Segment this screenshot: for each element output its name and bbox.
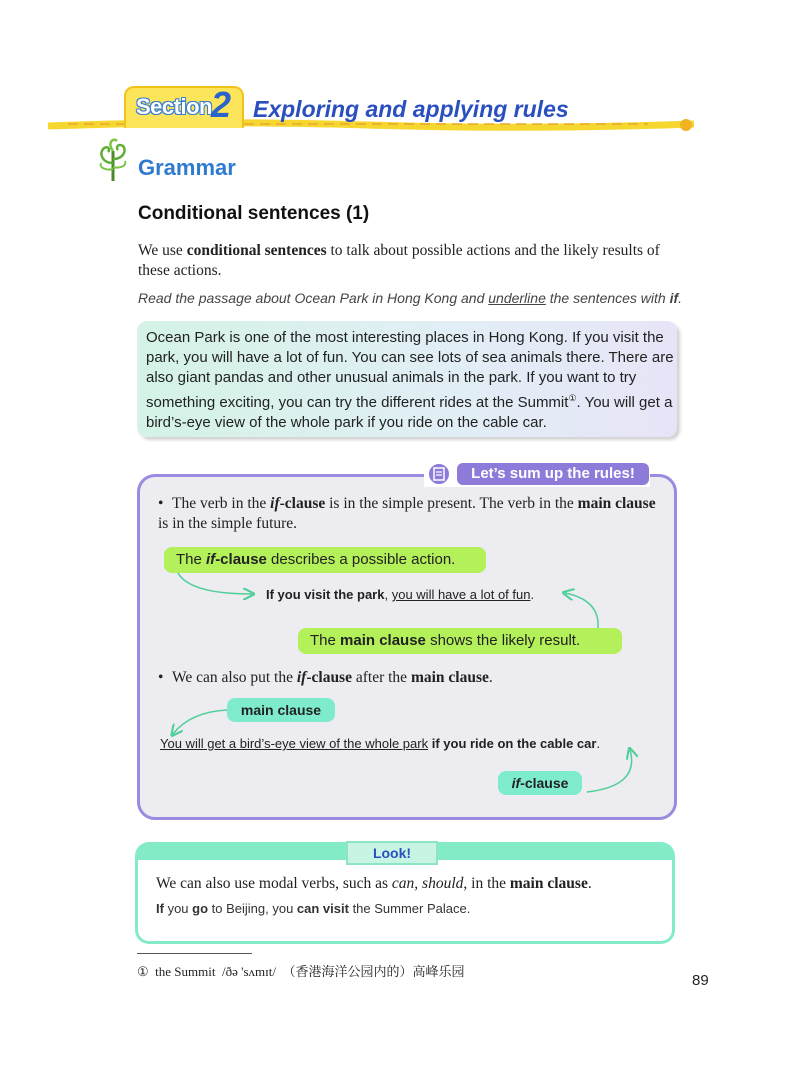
- instruction-text: Read the passage about Ocean Park in Hong Kong and underline the sentences with if.: [138, 290, 683, 306]
- footnote: ① the Summit /ðə 'sʌmɪt/ （香港海洋公园内的）高峰乐园: [137, 964, 465, 979]
- intro-paragraph: We use conditional sentences to talk about possible actions and the likely results of these actions.: [138, 242, 660, 279]
- rule-bullet-2: • We can also put the if-clause after the main clause.: [158, 669, 493, 686]
- rule-bullet-1: • The verb in the if-clause is in the simple present. The verb in the main clause is in the simple future.: [158, 495, 656, 532]
- document-icon: [427, 462, 451, 486]
- footnote-marker: ①: [568, 393, 577, 403]
- if-clause-label: if-clause: [498, 771, 582, 795]
- example-sentence-1: If you visit the park, you will have a lot of fun.: [266, 587, 535, 602]
- footnote-divider: [137, 953, 252, 954]
- main-clause-label: main clause: [227, 698, 335, 722]
- grammar-heading: Grammar: [138, 155, 236, 180]
- if-clause-note: The if-clause describes a possible action.: [164, 547, 486, 573]
- tree-icon: [93, 137, 133, 181]
- look-example: If you go to Beijing, you can visit the Summer Palace.: [156, 901, 471, 916]
- section-title: Exploring and applying rules: [253, 96, 569, 122]
- main-clause-note: The main clause shows the likely result.: [298, 628, 622, 654]
- page-number: 89: [692, 972, 709, 989]
- section-number: 2: [211, 84, 232, 125]
- passage-text: Ocean Park is one of the most interesting places in Hong Kong. If you visit the park, you will have a lot of fun. You can see lots of sea animals there. There are also giant pandas and other unusual animals in the park. If you want to try something exciting, you can try the different rides at the Summit①. You will get a bird’s-eye view of the whole park if you ride on the cable car.: [146, 329, 674, 431]
- look-explanation: We can also use modal verbs, such as can, should, in the main clause.: [156, 875, 592, 892]
- section-word: Section: [136, 94, 212, 119]
- lesson-title: Conditional sentences (1): [138, 203, 370, 224]
- look-tag: Look!: [346, 841, 438, 865]
- rules-tag-label: Let’s sum up the rules!: [457, 463, 649, 485]
- example-sentence-2: You will get a bird’s-eye view of the whole park if you ride on the cable car.: [160, 736, 601, 751]
